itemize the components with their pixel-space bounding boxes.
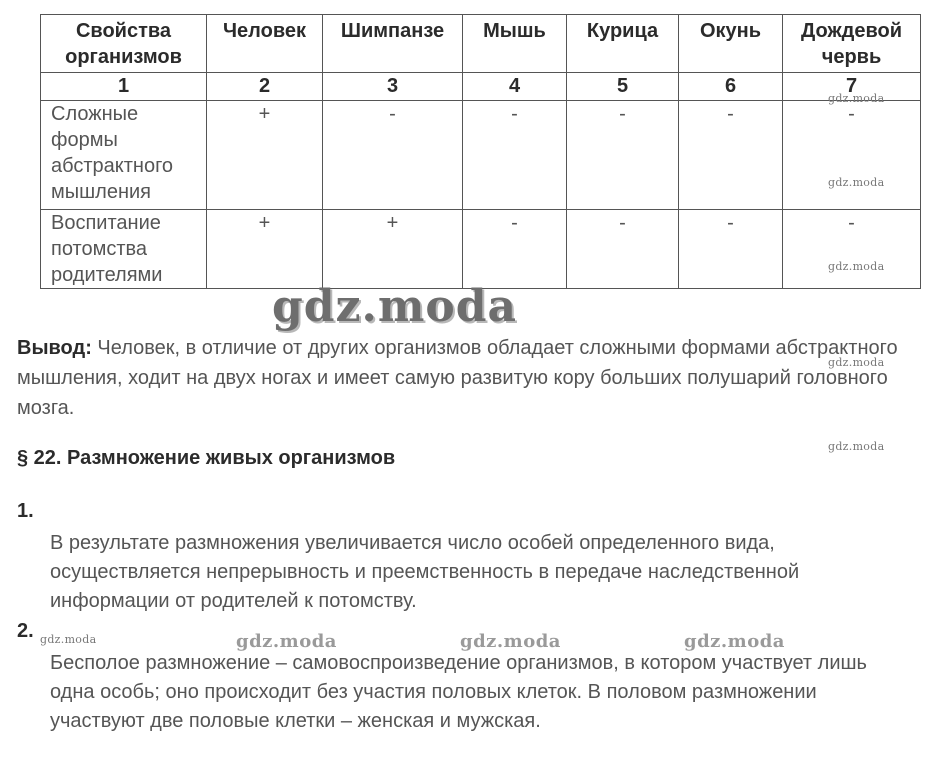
header-cell: Свойства организмов xyxy=(41,15,207,73)
header-cell: Шимпанзе xyxy=(323,15,463,73)
watermark: gdz.moda xyxy=(828,440,885,453)
answer-number: 1. xyxy=(17,500,34,522)
header-cell: Окунь xyxy=(679,15,783,73)
property-cell: Сложные формы абстрактного мышления xyxy=(41,101,207,210)
column-number: 4 xyxy=(463,73,567,101)
header-cell: Человек xyxy=(207,15,323,73)
conclusion-paragraph xyxy=(17,333,907,423)
comparison-table xyxy=(40,14,921,289)
table-number-row xyxy=(41,73,921,101)
table-row xyxy=(41,101,921,210)
answer-text: Бесполое размножение – самовоспроизведение организмов, в котором участвует лишь одна особь; оно происходит без участия половых клеток. В половом размножении участвуют две половые клетки – женская и мужская. xyxy=(50,652,867,732)
section-title: § 22. Размножение живых организмов xyxy=(17,447,396,469)
value-cell: - xyxy=(783,101,921,210)
watermark: gdz.moda xyxy=(684,631,785,652)
value-cell: - xyxy=(567,101,679,210)
header-cell: Мышь xyxy=(463,15,567,73)
value-cell: - xyxy=(679,210,783,289)
property-cell: Воспитание потомства родителями xyxy=(41,210,207,289)
watermark: gdz.moda xyxy=(828,92,885,105)
column-number: 5 xyxy=(567,73,679,101)
watermark: gdz.moda xyxy=(460,631,561,652)
watermark: gdz.moda xyxy=(236,631,337,652)
watermark: gdz.moda xyxy=(828,260,885,273)
conclusion-text: Человек, в отличие от других организмов обладает сложными формами абстрактного мышления, ходит на двух ногах и имеет самую развитую кору больших полушарий головного мозга. xyxy=(17,337,898,419)
conclusion-label: Вывод: xyxy=(17,337,92,359)
table-header-row xyxy=(41,15,921,73)
value-cell: - xyxy=(463,210,567,289)
value-cell: + xyxy=(323,210,463,289)
answer-number: 2. xyxy=(17,620,34,642)
answer-text: В результате размножения увеличивается число особей определенного вида, осуществляется непрерывность и преемственность в передаче наследственной информации от родителей к потомству. xyxy=(50,532,800,612)
watermark-logo: gdz.moda xyxy=(272,281,518,332)
watermark: gdz.moda xyxy=(828,176,885,189)
value-cell: - xyxy=(679,101,783,210)
watermark: gdz.moda xyxy=(828,356,885,369)
column-number: 3 xyxy=(323,73,463,101)
column-number: 2 xyxy=(207,73,323,101)
column-number: 6 xyxy=(679,73,783,101)
value-cell: - xyxy=(463,101,567,210)
table-row xyxy=(41,210,921,289)
value-cell: - xyxy=(323,101,463,210)
column-number: 1 xyxy=(41,73,207,101)
header-cell: Курица xyxy=(567,15,679,73)
value-cell: + xyxy=(207,101,323,210)
value-cell: - xyxy=(783,210,921,289)
column-number: 7 xyxy=(783,73,921,101)
value-cell: - xyxy=(567,210,679,289)
value-cell: + xyxy=(207,210,323,289)
watermark: gdz.moda xyxy=(40,633,97,646)
header-cell: Дождевой червь xyxy=(783,15,921,73)
